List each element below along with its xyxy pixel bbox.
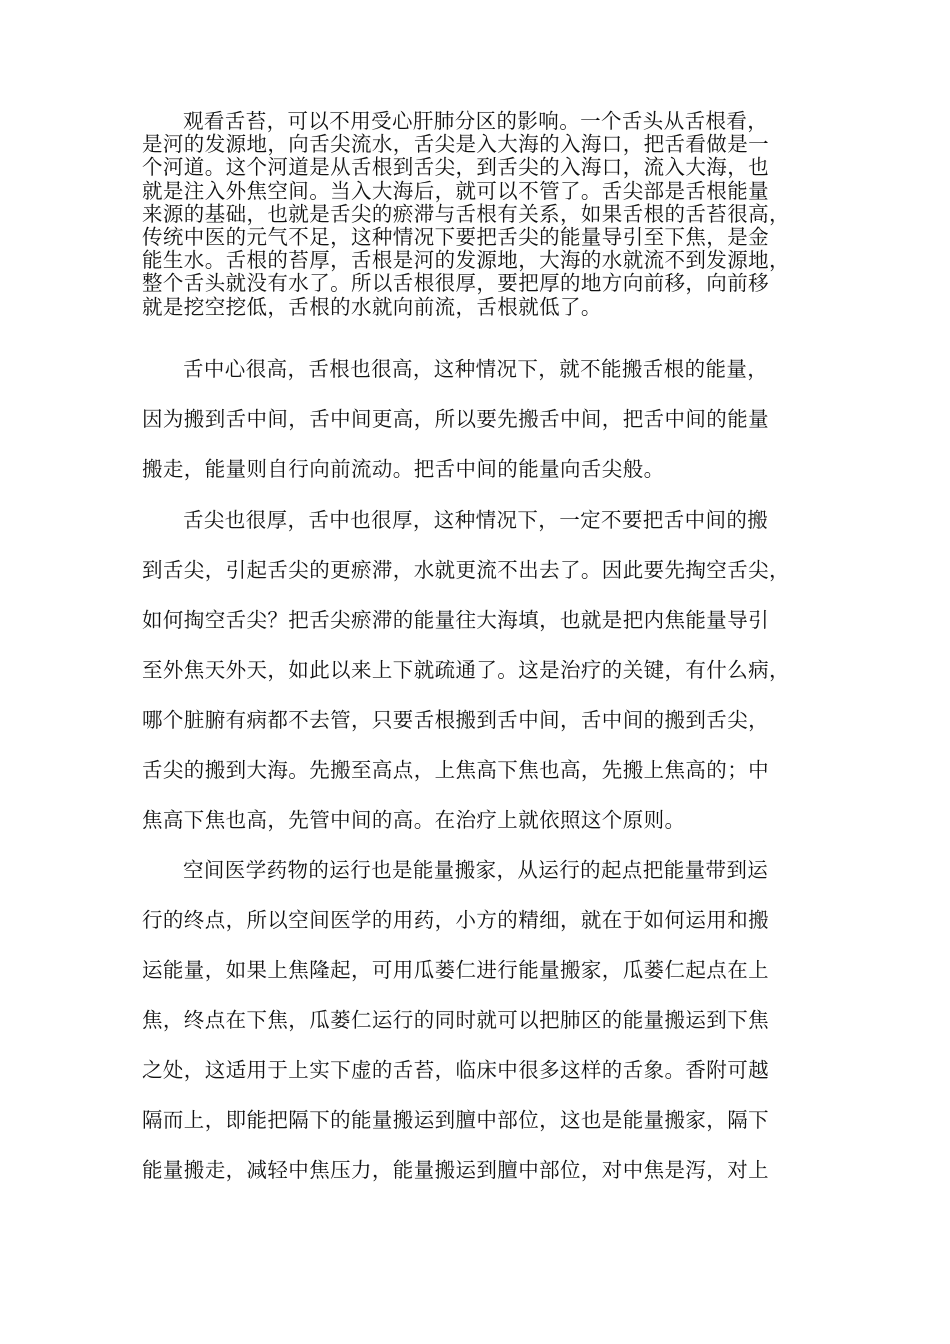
text-line: 能量搬走，减轻中焦压力，能量搬运到膻中部位，对中焦是泻，对上	[142, 1158, 769, 1182]
text-line: 个河道。这个河道是从舌根到舌尖，到舌尖的入海口，流入大海，也	[142, 155, 769, 180]
text-line: 行的终点，所以空间医学的用药，小方的精细，就在于如何运用和搬	[142, 908, 769, 932]
paragraph-tongue-river	[142, 110, 827, 319]
text-line: 运能量，如果上焦隆起，可用瓜蒌仁进行能量搬家，瓜蒌仁起点在上	[142, 958, 769, 982]
text-line: 舌中心很高，舌根也很高，这种情况下，就不能搬舌根的能量，	[183, 357, 769, 381]
text-line: 能生水。舌根的苔厚，舌根是河的发源地，大海的水就流不到发源地，	[142, 248, 790, 273]
text-line: 因为搬到舌中间，舌中间更高，所以要先搬舌中间，把舌中间的能量	[142, 407, 769, 431]
text-line: 舌尖也很厚，舌中也很厚，这种情况下，一定不要把舌中间的搬	[183, 508, 769, 532]
text-line: 就是挖空挖低，舌根的水就向前流，舌根就低了。	[142, 294, 602, 319]
text-line: 哪个脏腑有病都不去管，只要舌根搬到舌中间，舌中间的搬到舌尖，	[142, 708, 769, 732]
text-line: 是河的发源地，向舌尖流水，舌尖是入大海的入海口，把舌看做是一	[142, 132, 769, 157]
text-line: 隔而上，即能把隔下的能量搬运到膻中部位，这也是能量搬家，隔下	[142, 1108, 769, 1132]
text-line: 就是注入外焦空间。当入大海后，就可以不管了。舌尖部是舌根能量	[142, 178, 769, 203]
text-line: 传统中医的元气不足，这种情况下要把舌尖的能量导引至下焦，是金	[142, 224, 769, 249]
paragraph-tongue-center	[142, 344, 832, 494]
paragraph-tongue-tip	[142, 495, 832, 845]
text-line: 来源的基础，也就是舌尖的瘀滞与舌根有关系，如果舌根的舌苔很高，	[142, 201, 790, 226]
paragraph-space-medicine	[142, 845, 832, 1195]
text-line: 焦高下焦也高，先管中间的高。在治疗上就依照这个原则。	[142, 808, 686, 832]
text-line: 观看舌苔，可以不用受心肝肺分区的影响。一个舌头从舌根看，	[183, 109, 769, 133]
text-line: 到舌尖，引起舌尖的更瘀滞，水就更流不出去了。因此要先掏空舌尖，	[142, 558, 790, 582]
text-line: 搬走，能量则自行向前流动。把舌中间的能量向舌尖般。	[142, 457, 665, 481]
text-line: 之处，这适用于上实下虚的舌苔，临床中很多这样的舌象。香附可越	[142, 1058, 769, 1082]
text-line: 空间医学药物的运行也是能量搬家，从运行的起点把能量带到运	[183, 858, 769, 882]
text-line: 舌尖的搬到大海。先搬至高点，上焦高下焦也高，先搬上焦高的；中	[142, 758, 769, 782]
text-line: 如何掏空舌尖？把舌尖瘀滞的能量往大海填，也就是把内焦能量导引	[142, 608, 769, 632]
text-line: 整个舌头就没有水了。所以舌根很厚，要把厚的地方向前移，向前移	[142, 271, 769, 296]
text-line: 焦，终点在下焦，瓜蒌仁运行的同时就可以把肺区的能量搬运到下焦	[142, 1008, 769, 1032]
text-line: 至外焦天外天，如此以来上下就疏通了。这是治疗的关键，有什么病，	[142, 658, 790, 682]
